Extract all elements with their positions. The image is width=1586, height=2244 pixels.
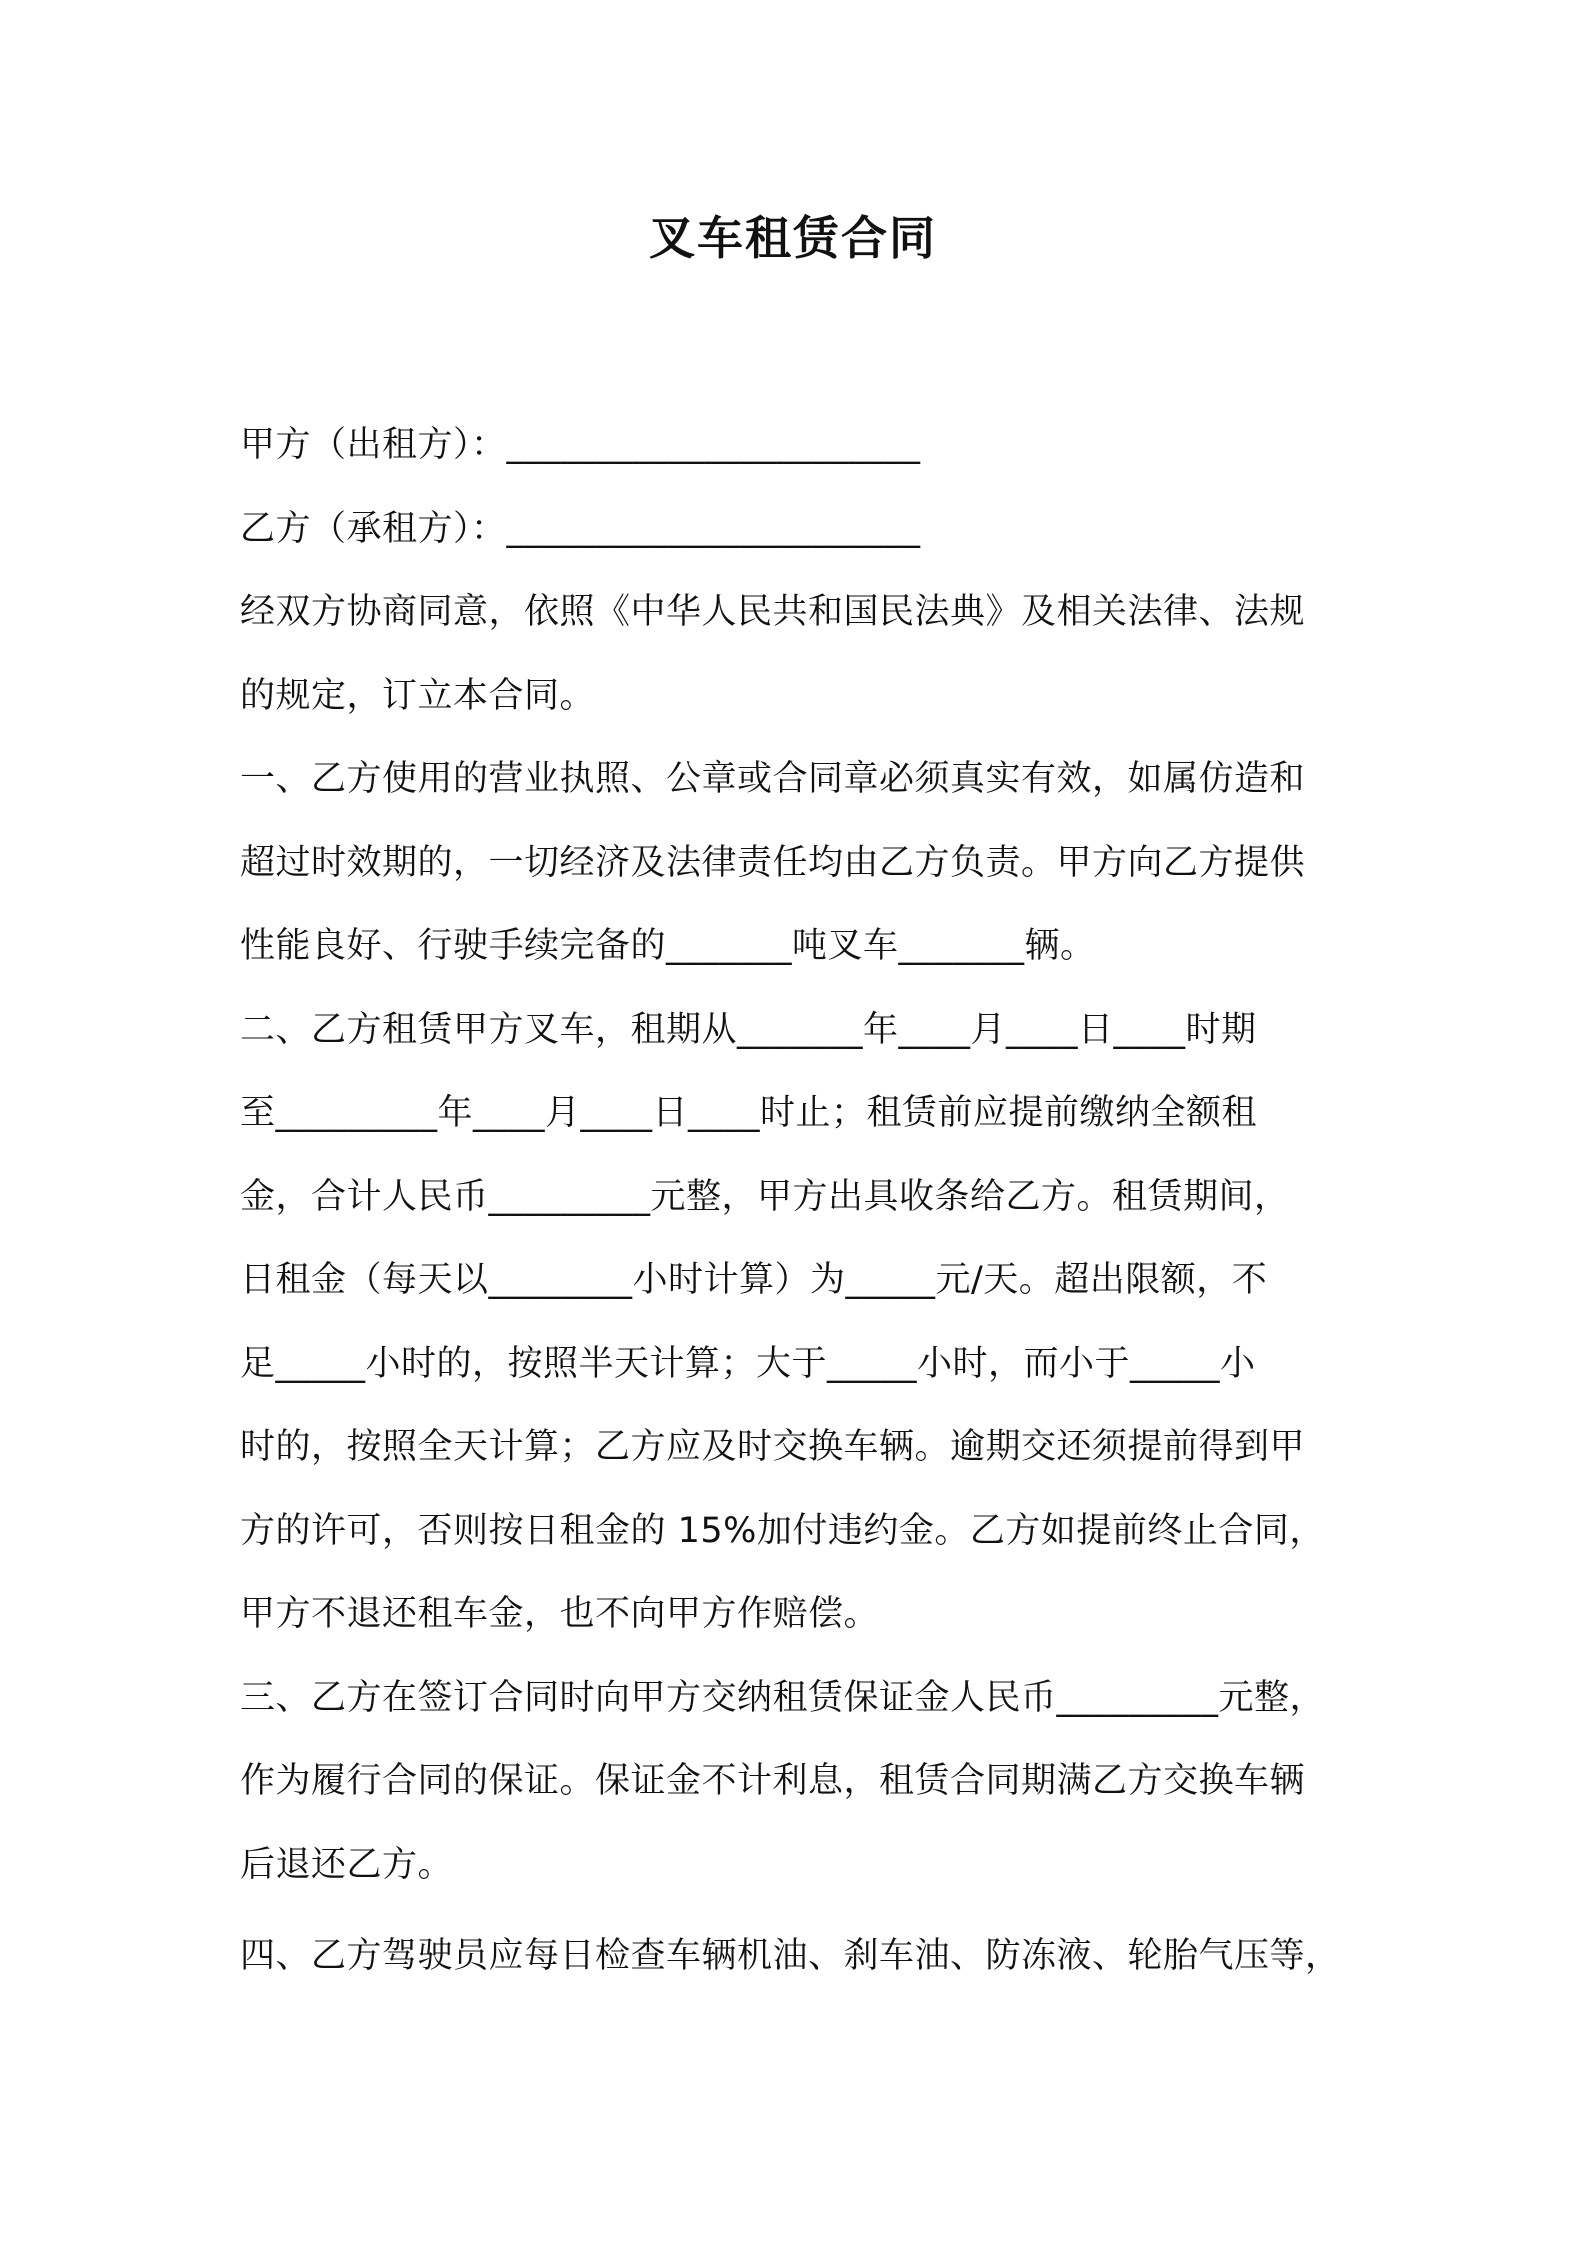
clause-2-line-4: 日租金（每天以________小时计算）为_____元/天。超出限额，不 [240, 1260, 1268, 1300]
preamble-line-1: 经双方协商同意，依照《中华人民共和国民法典》及相关法律、法规 [240, 592, 1306, 632]
clause-1-line-1: 一、乙方使用的营业执照、公章或合同章必须真实有效，如属仿造和 [240, 759, 1306, 799]
clause-4-line-1: 四、乙方驾驶员应每日检查车辆机油、刹车油、防冻液、轮胎气压等， [240, 1936, 1341, 1976]
clause-2-line-2: 至_________年____月____日____时止；租赁前应提前缴纳全额租 [240, 1093, 1258, 1133]
clause-3-line-3: 后退还乙方。 [240, 1844, 454, 1885]
preamble-line-2: 的规定，订立本合同。 [240, 675, 596, 716]
clause-2-line-1: 二、乙方租赁甲方叉车，租期从_______年____月____日____时期 [240, 1009, 1257, 1050]
party-b-line: 乙方（承租方）：_______________________ [240, 508, 921, 549]
document-title: 叉车租赁合同 [649, 211, 937, 265]
clause-2-line-3: 金，合计人民币_________元整，甲方出具收条给乙方。租赁期间， [240, 1176, 1290, 1217]
clause-2-line-7: 方的许可，否则按日租金的 15%加付违约金。乙方如提前终止合同， [240, 1510, 1325, 1551]
clause-2-line-8: 甲方不退还租车金，也不向甲方作赔偿。 [240, 1594, 880, 1634]
clause-2-line-6: 时的，按照全天计算；乙方应及时交换车辆。逾期交还须提前得到甲 [240, 1427, 1306, 1467]
clause-3-line-2: 作为履行合同的保证。保证金不计利息，租赁合同期满乙方交换车辆 [240, 1761, 1306, 1801]
party-a-line: 甲方（出租方）：_______________________ [240, 425, 921, 465]
contract-body [240, 404, 1370, 1999]
clause-1-line-3: 性能良好、行驶手续完备的_______吨叉车_______辆。 [240, 926, 1096, 966]
clause-1-line-2: 超过时效期的，一切经济及法律责任均由乙方负责。甲方向乙方提供 [240, 842, 1306, 883]
clause-2-line-5: 足_____小时的，按照半天计算；大于_____小时，而小于_____小 [240, 1343, 1256, 1384]
clause-3-line-1: 三、乙方在签订合同时向甲方交纳租赁保证金人民币_________元整， [240, 1677, 1326, 1718]
